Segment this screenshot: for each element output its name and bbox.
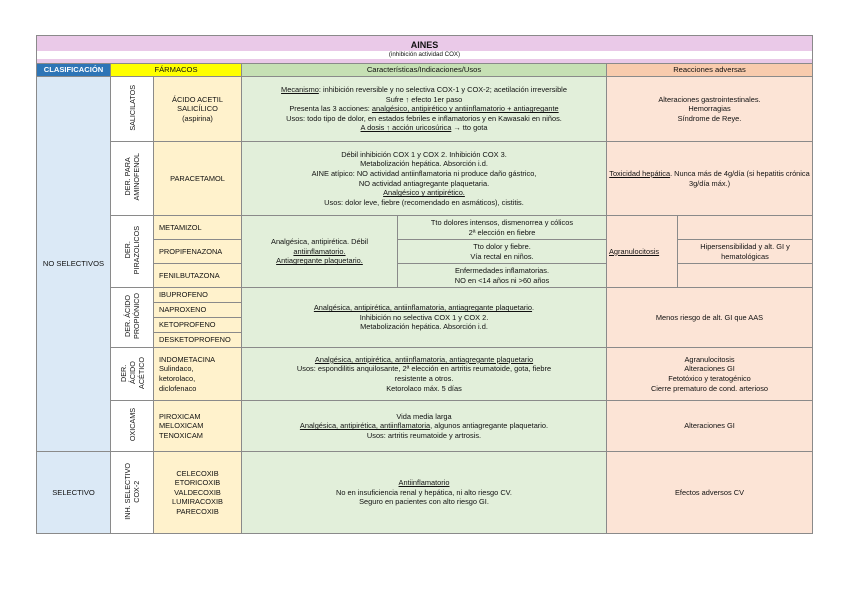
rea-metamizol	[678, 216, 813, 240]
subclass-paraaminofenol: DER. PARA AMINOFENOL	[111, 142, 154, 216]
subclass-pirazolicos: DER. PIRAZOLICOS	[111, 216, 154, 288]
drug-metamizol: METAMIZOL	[154, 216, 242, 240]
drug-indometacina: INDOMETACINA Sulindaco, ketorolaco, diclofenaco	[154, 348, 242, 401]
page-subtitle: (inhibición actividad COX)	[37, 51, 812, 59]
drug-naproxeno: NAPROXENO	[154, 303, 242, 318]
car-paracetamol: Débil inhibición COX 1 y COX 2. Inhibición COX 3. Metabolización hepática. Absorción i.d. AINE atípico: NO actividad antiinflamatoria ni produce daño gástrico, NO actividad antiagregante plaquetaria. Analgésico y antipirético. Usos: dolor leve, fiebre (recomendado en asmáticos), cistitis.	[242, 142, 607, 216]
car-metamizol: Tto dolores intensos, dismenorrea y cólicos 2ª elección en fiebre	[398, 216, 607, 240]
aines-table	[36, 35, 813, 534]
drug-paracetamol: PARACETAMOL	[154, 142, 242, 216]
car-cox2: Antiinflamatorio No en insuficiencia renal y hepática, ni alto riesgo CV. Seguro en pacientes con alto riesgo GI.	[242, 452, 607, 534]
car-oxicams: Vida media larga Analgésica, antipirética, antiinflamatoria, algunos antiagregante plaquetario. Usos: artritis reumatoide y artrosis.	[242, 401, 607, 452]
rea-salicilatos: Alteraciones gastrointestinales. Hemorragias Síndrome de Reye.	[607, 77, 813, 142]
drug-ibuprofeno: IBUPROFENO	[154, 288, 242, 303]
car-fenilbutazona: Enfermedades inflamatorias. NO en <14 años ni >60 años	[398, 264, 607, 288]
car-propifenazona: Tto dolor y fiebre. Vía rectal en niños.	[398, 240, 607, 264]
drug-oxicams: PIROXICAM MELOXICAM TENOXICAM	[154, 401, 242, 452]
group-selectivo: SELECTIVO	[37, 452, 111, 534]
subclass-propionico: DER. ÁCIDO PROPIÓNICO	[111, 288, 154, 348]
rea-fenilbutazona	[678, 264, 813, 288]
rea-paracetamol: Toxicidad hepática. Nunca más de 4g/día (si hepatitis crónica 3g/día máx.)	[607, 142, 813, 216]
rea-oxicams: Alteraciones GI	[607, 401, 813, 452]
drug-coxibs: CELECOXIB ETORICOXIB VALDECOXIB LUMIRACOXIB PARECOXIB	[154, 452, 242, 534]
subclass-oxicams: OXICAMS	[111, 401, 154, 452]
car-propionico: Analgésica, antipirética, antiinflamatoria, antiagregante plaquetario. Inhibición no selectiva COX 1 y COX 2. Metabolización hepática. Absorción i.d.	[242, 288, 607, 348]
header-caracteristicas: Características/Indicaciones/Usos	[242, 64, 607, 77]
header-reacciones: Reacciones adversas	[607, 64, 813, 77]
header-farmacos: FÁRMACOS	[111, 64, 242, 77]
group-no-selectivos: NO SELECTIVOS	[37, 77, 111, 452]
drug-fenilbutazona: FENILBUTAZONA	[154, 264, 242, 288]
drug-aas: ÁCIDO ACETIL SALICÍLICO (aspirina)	[154, 77, 242, 142]
rea-cox2: Efectos adversos CV	[607, 452, 813, 534]
page-title: AINES	[410, 40, 439, 50]
car-pirazolicos-shared: Analgésica, antipirética. Débil antiinflamatorio. Antiagregante plaquetario.	[242, 216, 398, 288]
drug-propifenazona: PROPIFENAZONA	[154, 240, 242, 264]
subclass-acetico: DER. ÁCIDO ACÉTICO	[111, 348, 154, 401]
subclass-salicilatos: SALICILATOS	[111, 77, 154, 142]
car-acetico: Analgésica, antipirética, antiinflamatoria, antiagregante plaquetario Usos: espondilitis anquilosante, 2ª elección en artritis reumatoide, gota, fiebre resistente a otros. Ketorolaco máx. 5 días	[242, 348, 607, 401]
drug-desketoprofeno: DESKETOPROFENO	[154, 333, 242, 348]
rea-acetico: Agranulocitosis Alteraciones GI Fetotóxico y teratogénico Cierre prematuro de cond. arterioso	[607, 348, 813, 401]
drug-ketoprofeno: KETOPROFENO	[154, 318, 242, 333]
car-salicilatos: Mecanismo: inhibición reversible y no selectiva COX-1 y COX-2; acetilación irreversible Sufre ↑ efecto 1er paso Presenta las 3 acciones: analgésico, antipirético y antiinflamatorio + antiagregante Usos: todo tipo de dolor, en estados febriles e inflamatorios y en Kawasaki en niños. A dosis ↑ acción uricosúrica → tto gota	[242, 77, 607, 142]
rea-propionico: Menos riesgo de alt. GI que AAS	[607, 288, 813, 348]
header-clasificacion: CLASIFICACIÓN	[37, 64, 111, 77]
rea-propifenazona: Hipersensibilidad y alt. GI y hematológicas	[678, 240, 813, 264]
subclass-cox2: INH. SELECTIVO COX-2	[111, 452, 154, 534]
rea-pirazolicos-shared: Agranulocitosis	[607, 216, 678, 288]
table-title	[37, 36, 813, 64]
